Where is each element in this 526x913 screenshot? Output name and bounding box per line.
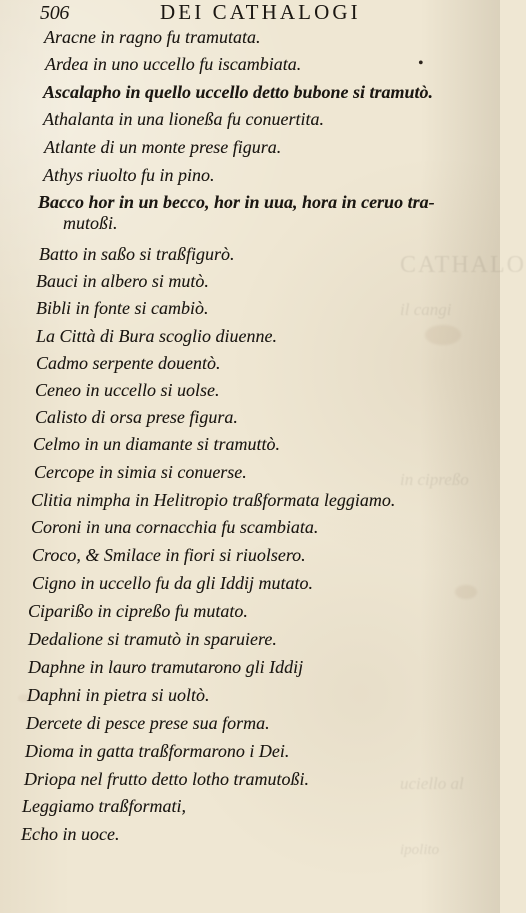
catalog-entry: Daphni in pietra si uoltò. (27, 685, 210, 705)
catalog-entry: Dioma in gatta traßformarono i Dei. (25, 741, 290, 761)
catalog-entry: Cadmo serpente douentò. (36, 353, 221, 373)
catalog-entry: Batto in saßo si traßfigurò. (39, 244, 235, 264)
catalog-entry: Athalanta in una lioneßa fu conuertita. (43, 109, 324, 129)
show-through-text: ipolito (400, 842, 440, 858)
show-through-text: il cangi (400, 300, 452, 319)
catalog-entry: Daphne in lauro tramutarono gli Iddij (28, 657, 304, 677)
page-stain (455, 585, 477, 599)
catalog-entry: Ardea in uno uccello fu iscambiata. (45, 54, 302, 74)
show-through-text: CATHALO (400, 252, 526, 278)
catalog-entry: Cercope in simia si conuerse. (34, 462, 247, 482)
catalog-entry: Coroni in una cornacchia fu scambiata. (31, 517, 319, 537)
running-head: DEI CATHALOGI (160, 0, 361, 24)
catalog-entry: Atlante di un monte prese figura. (44, 137, 282, 157)
printer-ornament: • (418, 55, 424, 72)
page-stain (425, 325, 461, 345)
catalog-entry: Croco, & Smilace in fiori si riuolsero. (32, 545, 306, 565)
catalog-entry: Ciparißo in cipreßo fu mutato. (28, 601, 248, 621)
catalog-entry: Calisto di orsa prese figura. (35, 407, 238, 427)
catalog-entry: Clitia nimpha in Helitropio traßformata leggiamo. (31, 490, 396, 510)
catalog-entry: Echo in uoce. (21, 824, 120, 844)
catalog-entry: Dercete di pesce prese sua forma. (26, 713, 270, 733)
show-through-text: uciello al (400, 774, 464, 793)
show-through-text: in cipreßo (400, 470, 469, 489)
catalog-entry: Bibli in fonte si cambiò. (36, 298, 209, 318)
catalog-entry: mutoßi. (63, 213, 118, 233)
catalog-entry: Ceneo in uccello si uolse. (35, 380, 220, 400)
catalog-entry: Bauci in albero si mutò. (36, 271, 209, 291)
catalog-entry: Driopa nel frutto detto lotho tramutoßi. (24, 769, 310, 789)
catalog-entry: Dedalione si tramutò in sparuiere. (28, 629, 277, 649)
catalog-entry: Aracne in ragno fu tramutata. (44, 27, 261, 47)
catalog-entry: Cigno in uccello fu da gli Iddij mutato. (32, 573, 313, 593)
catalog-entry: La Città di Bura scoglio diuenne. (36, 326, 277, 346)
catalog-entry: Celmo in un diamante si tramuttò. (33, 434, 280, 454)
catalog-entry: Athys riuolto fu in pino. (43, 165, 215, 185)
catalog-entry: Leggiamo traßformati, (22, 796, 187, 816)
catalog-entry: Ascalapho in quello uccello detto bubone si tramutò. (43, 82, 434, 102)
catalog-entry: Bacco hor in un becco, hor in uua, hora in ceruo tra- (38, 192, 435, 212)
page-number: 506 (40, 2, 70, 24)
